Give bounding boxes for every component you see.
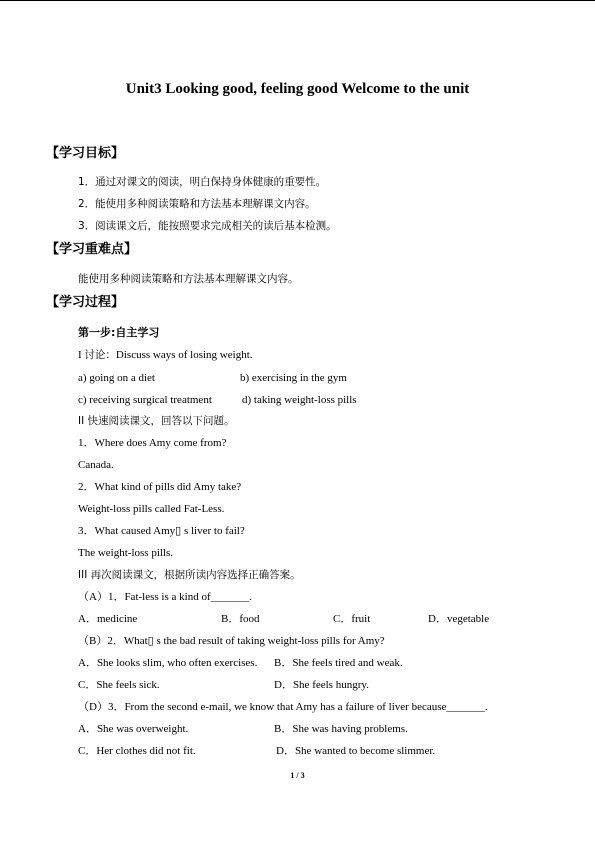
mc-option: C．fruit [333,613,371,625]
step-one-label: 第一步:自主学习 [78,326,160,339]
mc-option: D．vegetable [428,613,490,625]
discuss-label: 讨论： [84,349,116,361]
page-title: Unit3 Looking good, feeling good Welcome to the unit [125,81,470,97]
mc-option: A．She looks slim, who often exercises. [78,657,258,669]
mc-option: D．She feels hungry. [274,679,369,691]
option-a: a) going on a diet [78,372,155,384]
mc-question: （D）3．From the second e-mail, we know that Amy has a failure of liver because_______. [78,701,488,713]
discuss-text: Discuss ways of losing weight. [115,349,253,361]
question: 3．What caused Amy▯ s liver to fail? [78,525,245,537]
mc-option: B．food [221,613,260,625]
discuss-line [78,348,253,362]
option-b: b) exercising in the gym [240,372,347,384]
key-points-heading: 【学习重难点】 [46,242,138,257]
mc-question: （B）2．What▯ s the bad result of taking weight-loss pills for Amy? [78,635,385,647]
answer: Weight-loss pills called Fat-Less. [78,503,225,515]
fast-reading-instruction: II 快速阅读课文，回答以下问题。 [78,415,235,427]
careful-reading-instruction: III 再次阅读课文，根据所读内容选择正确答案。 [78,569,301,581]
mc-option: C．She feels sick. [78,679,160,691]
mc-question: （A）1．Fat-less is a kind of_______. [78,591,252,603]
question: 2．What kind of pills did Amy take? [78,481,242,493]
objectives-heading: 【学习目标】 [46,146,125,161]
header-rule [0,0,595,1]
key-points-text: 能使用多种阅读策略和方法基本理解课文内容。 [78,273,299,285]
mc-option: B．She was having problems. [274,723,408,735]
objective-item: 1．通过对课文的阅读，明白保持身体健康的重要性。 [78,176,327,188]
mc-option: A．medicine [78,613,138,625]
page-number: 1 / 3 [290,771,305,780]
objective-item: 3．阅读课文后，能按照要求完成相关的读后基本检测。 [78,220,337,232]
question: 1．Where does Amy come from? [78,437,227,449]
option-d: d) taking weight-loss pills [242,394,357,406]
mc-option: D．She wanted to become slimmer. [276,745,436,757]
roman-numeral: I [78,349,82,361]
mc-option: B．She feels tired and weak. [274,657,403,669]
option-c: c) receiving surgical treatment [78,394,212,406]
process-heading: 【学习过程】 [46,295,125,310]
answer: The weight-loss pills. [78,547,174,559]
objective-item: 2．能使用多种阅读策略和方法基本理解课文内容。 [78,198,316,210]
mc-option: A．She was overweight. [78,723,189,735]
mc-option: C．Her clothes did not fit. [78,745,196,757]
answer: Canada. [78,459,114,471]
